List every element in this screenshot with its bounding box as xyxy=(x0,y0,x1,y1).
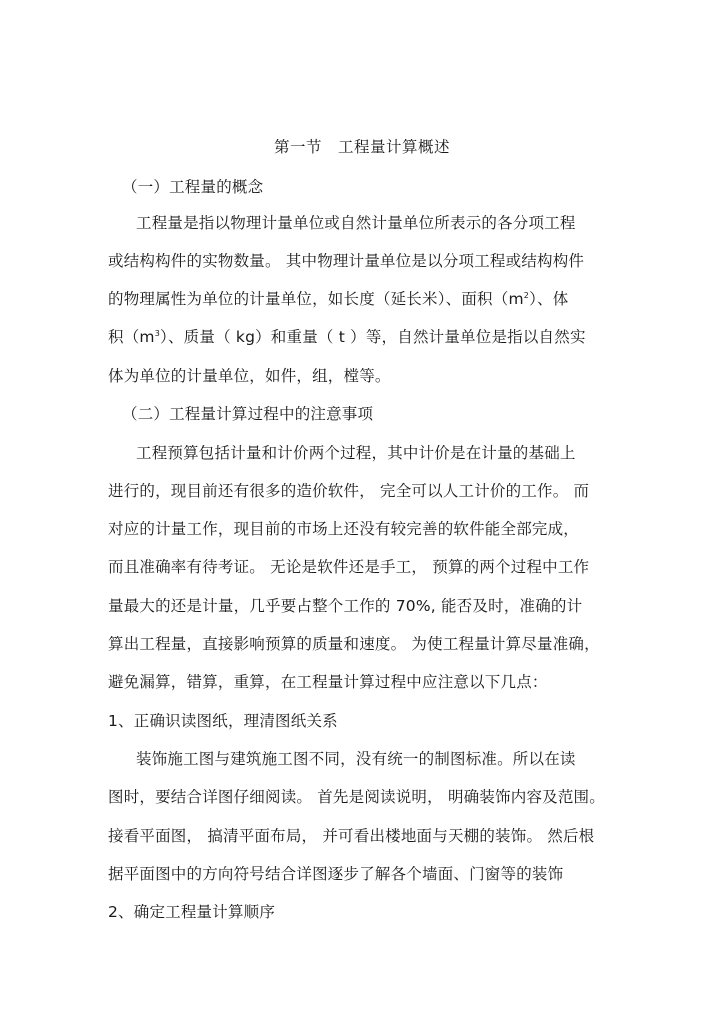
paragraph1-line1: 工程量是指以物理计量单位或自然计量单位所表示的各分项工程 xyxy=(136,214,576,232)
paragraph1-line2: 或结构构件的实物数量。 其中物理计量单位是以分项工程或结构构件 xyxy=(108,252,585,270)
paragraph3-line4: 据平面图中的方向符号结合详图逐步了解各个墙面、门窗等的装饰 xyxy=(108,865,564,883)
section1-heading: （一）工程量的概念 xyxy=(122,178,264,196)
paragraph1-line3-text: 的物理属性为单位的计量单位，如长度（延长米）、面积（ xyxy=(108,290,509,308)
superscript-2: 2 xyxy=(523,291,530,300)
paragraph1-line4 xyxy=(108,327,618,347)
page-title: 第一节 工程量计算概述 xyxy=(273,138,450,156)
paragraph1-line3-tail: ）、体 xyxy=(529,290,569,308)
paragraph1-line5: 体为单位的计量单位，如件，组，樘等。 xyxy=(108,367,391,385)
unit-m-area: m xyxy=(508,290,524,308)
paragraph2-line1: 工程预算包括计量和计价两个过程，其中计价是在计量的基础上 xyxy=(136,444,576,462)
list-item-2: 2、确定工程量计算顺序 xyxy=(108,903,276,921)
paragraph1-line3 xyxy=(108,289,618,309)
section2-heading: （二）工程量计算过程中的注意事项 xyxy=(122,405,374,423)
paragraph2-line3: 对应的计量工作，现目前的市场上还没有较完善的软件能全部完成， xyxy=(108,520,580,538)
paragraph2-line5: 量最大的还是计量，几乎要占整个工作的 70%, 能否及时，准确的计 xyxy=(108,597,583,615)
paragraph1-line4-tail: ）、质量（ kg）和重量（ t ）等，自然计量单位是指以自然实 xyxy=(160,328,586,346)
list-item-1: 1、正确识读图纸，理清图纸关系 xyxy=(108,712,338,730)
paragraph2-line4: 而且准确率有待考证。 无论是软件还是手工， 预算的两个过程中工作 xyxy=(108,558,590,576)
unit-m-volume: m xyxy=(139,328,155,346)
paragraph3-line2: 图时，要结合详图仔细阅读。 首先是阅读说明， 明确装饰内容及范围。 xyxy=(108,788,605,806)
paragraph1-line4-text: 积（ xyxy=(108,328,140,346)
paragraph2-line2: 进行的，现目前还有很多的造价软件， 完全可以人工计价的工作。 而 xyxy=(108,482,590,500)
paragraph3-line1: 装饰施工图与建筑施工图不同，没有统一的制图标准。所以在读 xyxy=(136,750,576,768)
paragraph2-line7: 避免漏算，错算，重算，在工程量计算过程中应注意以下几点： xyxy=(108,673,548,691)
paragraph2-line6: 算出工程量，直接影响预算的质量和速度。 为使工程量计算尽量准确， xyxy=(108,635,600,653)
superscript-3: 3 xyxy=(154,329,161,338)
paragraph3-line3: 接看平面图， 搞清平面布局， 并可看出楼地面与天棚的装饰。 然后根 xyxy=(108,827,595,845)
